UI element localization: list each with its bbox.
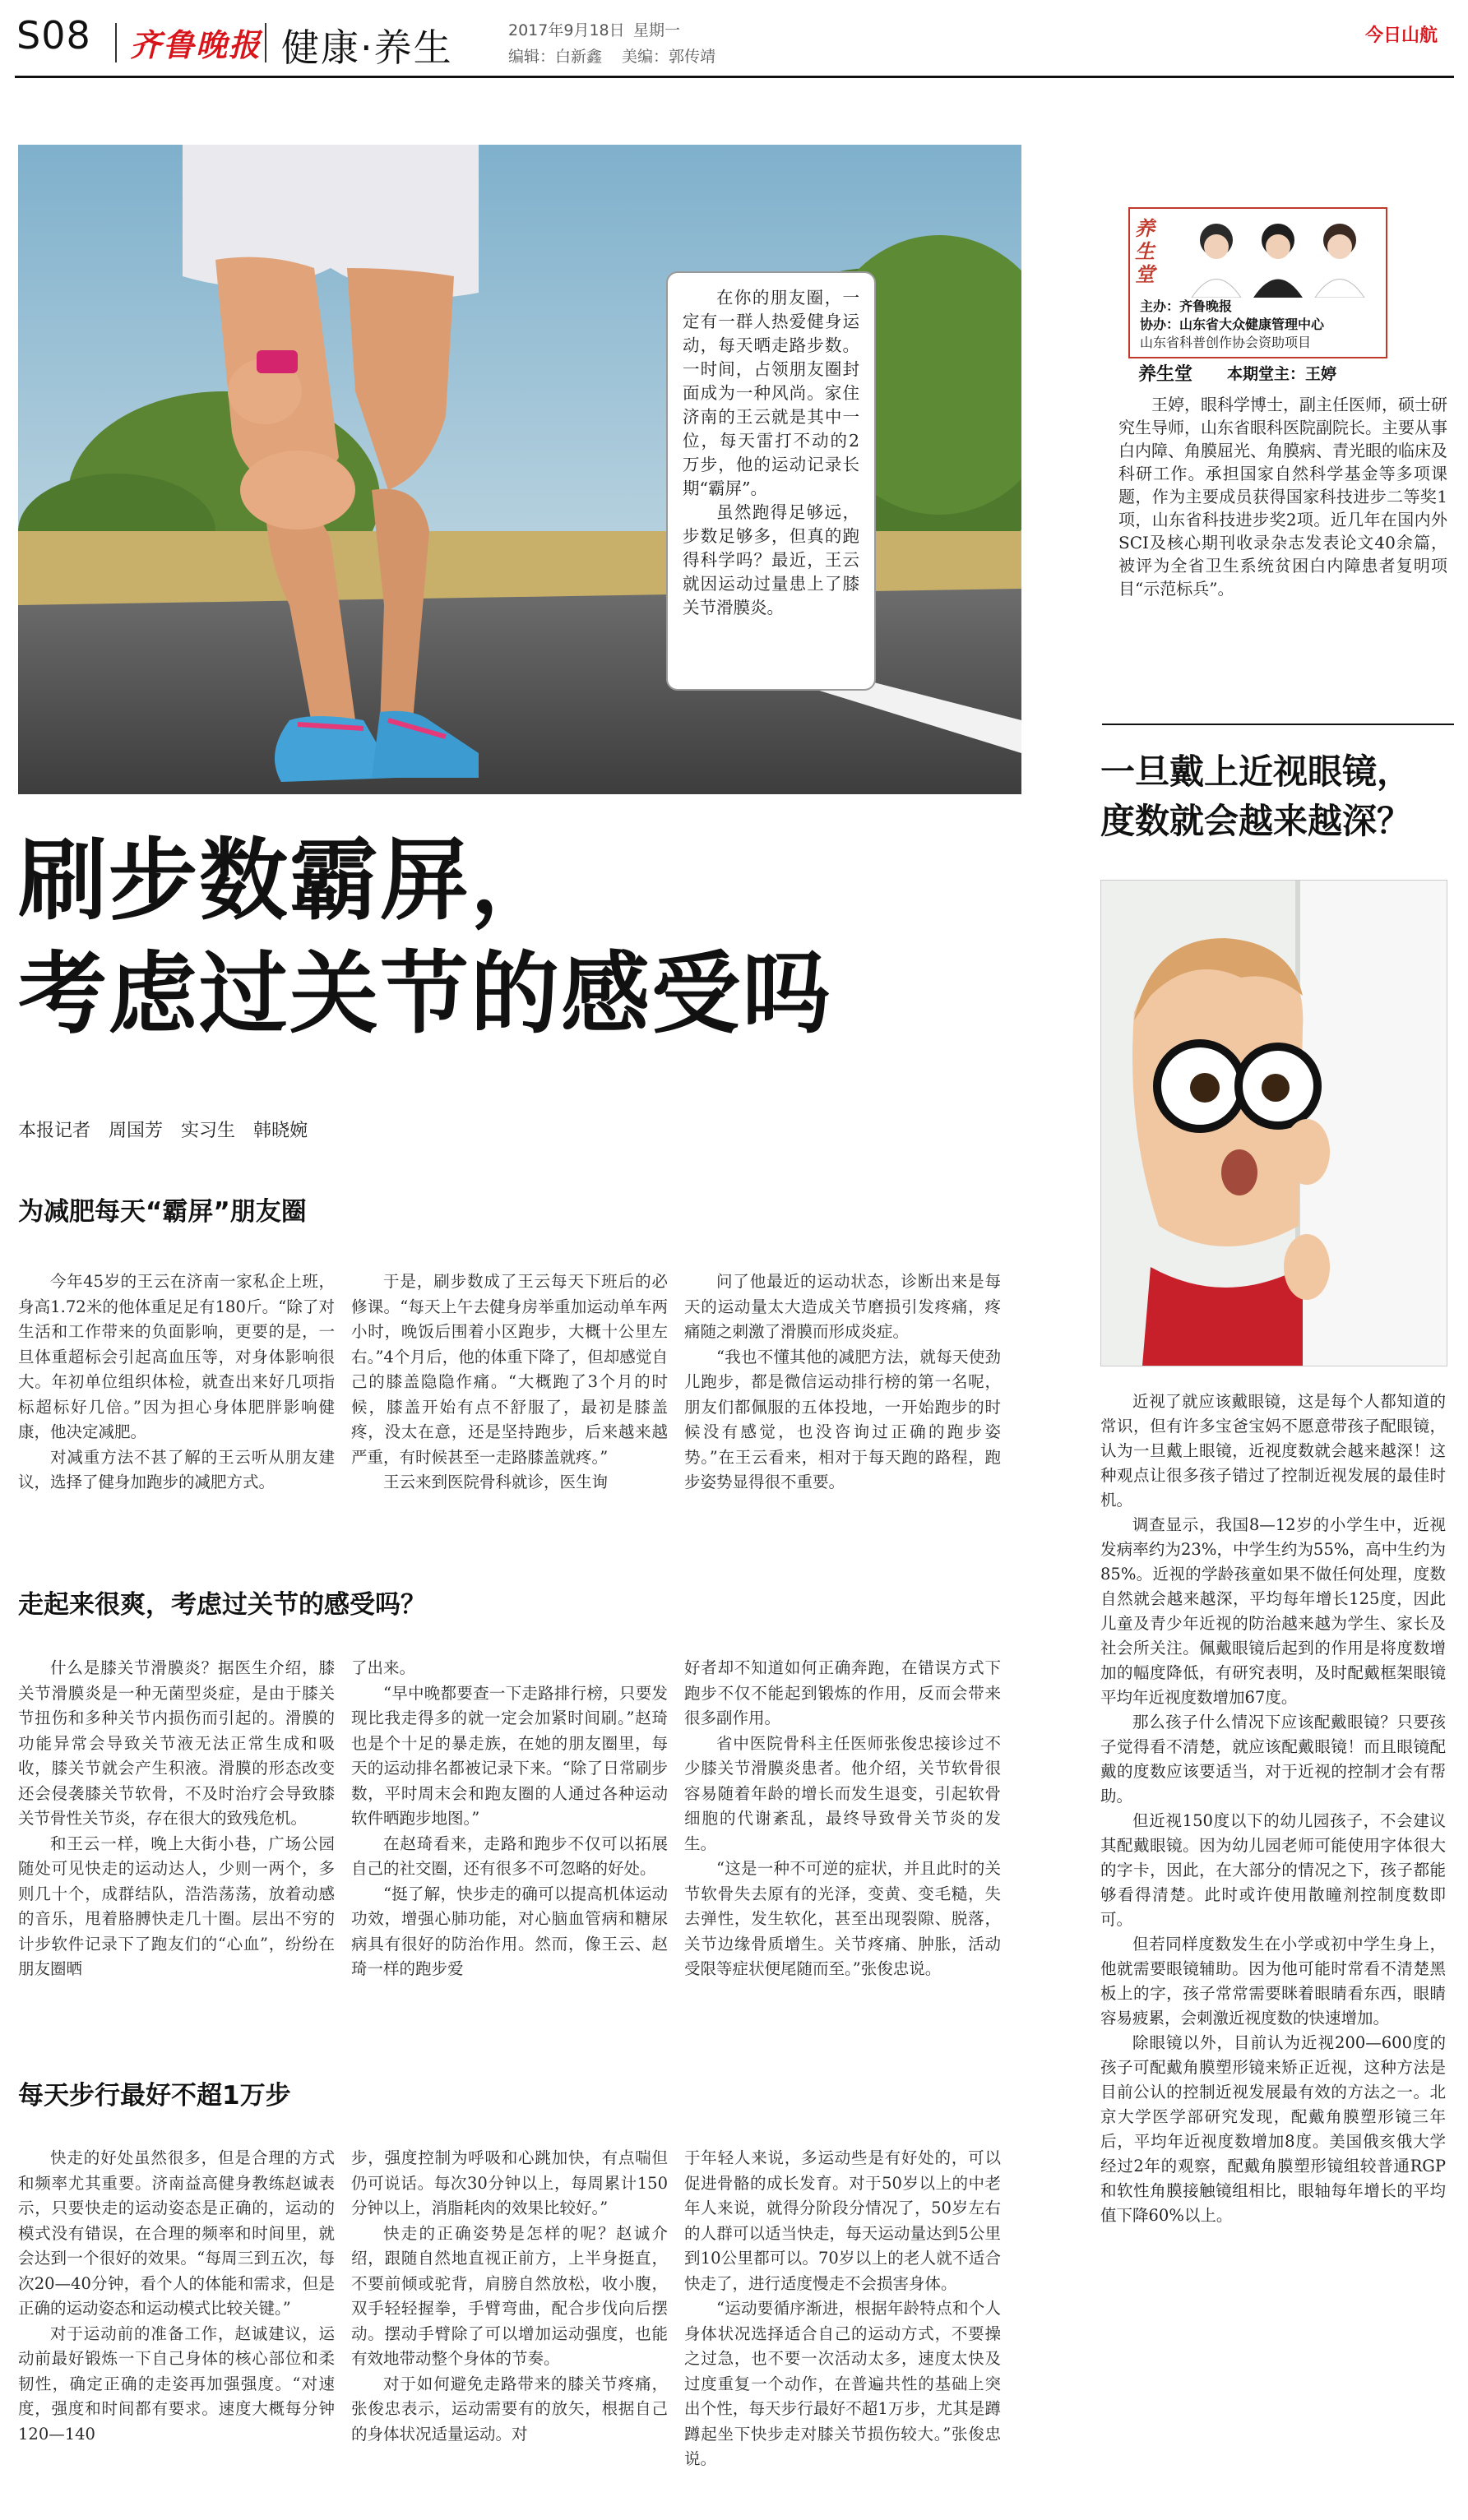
paragraph: “运动要循序渐进，根据年龄特点和个人身体状况选择适合自己的运动方式，不要操之过急，也不要一次活动太多，速度太快及过度重复一个动作，在普遍共性的基础上突出个性，每天步行最好不超1万步，尤其是蹲蹲起坐下快步走对膝关节损伤较大。”张俊忠说。 xyxy=(684,2299,1001,2468)
column-logo: 养生堂 xyxy=(1135,216,1155,286)
paragraph: 问了他最近的运动状态，诊断出来是每天的运动量太大造成关节磨损引发疼痛，疼痛随之刺激了滑膜而形成炎症。 xyxy=(684,1272,1001,1341)
paragraph: 什么是膝关节滑膜炎？据医生介绍，膝关节滑膜炎是一种无菌型炎症，是由于膝关节扭伤和多种关节内损伤而引起的。滑膜的功能异常会导致关节液无法正常生成和吸收，膝关节就会产生积液。滑膜的形态改变还会侵袭膝关节软骨，不及时治疗会导致膝关节骨性关节炎，存在很大的致残危机。 xyxy=(18,1658,335,1828)
paper-logo: 齐鲁晚报 xyxy=(130,26,262,63)
sidebar-title-line-2: 度数就会越来越深？ xyxy=(1100,801,1412,841)
co-host-line: 协办：山东省大众健康管理中心 xyxy=(1140,317,1325,332)
paragraph: 快走的好处虽然很多，但是合理的方式和频率尤其重要。济南益高健身教练赵诚表示，只要快走的运动姿态是正确的，运动的模式没有错误，在合理的频率和时间里，就会达到一个很好的效果。“每周三到五次，每次20—40分钟，看个人的体能和需求，但是正确的运动姿态和运动模式比较关键。” xyxy=(18,2148,335,2318)
paragraph: “挺了解，快步走的确可以提高机体运动功效，增强心肺功能，对心脑血管病和糖尿病具有很好的防治作用。然而，像王云、赵琦一样的跑步爱 xyxy=(351,1884,668,1978)
intro-para-1: 在你的朋友圈，一定有一群人热爱健身运动，每天晒走路步数。一时间，占领朋友圈封面成为一种风尚。家住济南的王云就是其中一位，每天雷打不动的2万步，他的运动记录长期“霸屏”。 xyxy=(683,288,859,498)
subheading-1: 为减肥每天“霸屏”朋友圈 xyxy=(18,1197,307,1227)
column-header-box xyxy=(1128,207,1387,358)
paragraph: “我也不懂其他的减肥方法，就每天使劲儿跑步，都是微信运动排行榜的第一名呢，朋友们都佩服的五体投地，一开始跑步的时候没有感觉，也没咨询过正确的跑步姿势。”在王云看来，相对于每天跑的路程，跑步姿势显得很不重要。 xyxy=(684,1347,1001,1491)
headline-line-2: 考虑过关节的感受吗 xyxy=(18,943,833,1046)
section1-col3 xyxy=(684,1269,1001,1496)
paragraph: 好者却不知道如何正确奔跑，在错误方式下跑步不仅不能起到锻炼的作用，反而会带来很多副作用。 xyxy=(684,1658,1001,1727)
paragraph: 除眼镜以外，目前认为近视200—600度的孩子可配戴角膜塑形镜来矫正近视，这种方法是目前公认的控制近视发展最有效的方法之一。北京大学医学部研究发现，配戴角膜塑形镜三年后，平均年近视度数增加8度。美国俄亥俄大学经过2年的观察，配戴角膜塑形镜组较普通RGP和软性角膜接触镜组相比，眼轴每年增长的平均值下降60%以上。 xyxy=(1100,2033,1446,2225)
guest-bio: 王婷，眼科学博士，副主任医师，硕士研究生导师，山东省眼科医院副院长。主要从事白内障、角膜屈光、角膜病、青光眼的临床及科研工作。承担国家自然科学基金等多项课题，作为主要成员获得国家科技进步二等奖1项，山东省科技进步奖2项。近几年在国内外SCI及核心期刊收录杂志发表论文40余篇，被评为全省卫生系统贫困白内障患者复明项目“示范标兵”。 xyxy=(1118,395,1447,599)
section2-col1 xyxy=(18,1656,335,1982)
paragraph: 对于如何避免走路带来的膝关节疼痛，张俊忠表示，运动需要有的放矢，根据自己的身体状况适量运动。对 xyxy=(351,2374,668,2444)
section3-col1 xyxy=(18,2146,335,2447)
paragraph: 快走的正确姿势是怎样的呢？赵诚介绍，跟随自然地直视正前方，上半身挺直，不要前倾或驼背，肩膀自然放松，收小腹，双手轻轻握拳，手臂弯曲，配合步伐向后摆动。摆动手臂除了可以增加运动强度，也能有效地带动整个身体的节奏。 xyxy=(351,2223,668,2368)
paragraph: 于年轻人来说，多运动些是有好处的，可以促进骨骼的成长发育。对于50岁以上的中老年人来说，就得分阶段分情况了，50岁左右的人群可以适当快走，每天运动量达到5公里到10公里都可以。70岁以上的老人就不适合快走了，进行适度慢走不会损害身体。 xyxy=(684,2148,1001,2293)
column-name: 养生堂 xyxy=(1138,364,1193,385)
host-line: 主办：齐鲁晚报 xyxy=(1140,298,1233,314)
editor-credit: 编辑：白新鑫 xyxy=(508,48,603,66)
paragraph: 于是，刷步数成了王云每天下班后的必修课。“每天上午去健身房举重加运动单车两小时，晚饭后围着小区跑步，大概十公里左右。”4个月后，他的体重下降了，但却感觉自己的膝盖隐隐作痛。“大概跑了3个月的时候，膝盖开始有点不舒服了，最初是膝盖疼，没太在意，还是坚持跑步，后来越来越严重，有时候甚至一走路膝盖就疼。” xyxy=(351,1272,668,1467)
paragraph: 步，强度控制为呼吸和心跳加快，有点喘但仍可说话。每次30分钟以上，每周累计150分钟以上，消脂耗肉的效果比较好。” xyxy=(351,2148,668,2217)
headline-line-1: 刷步数霸屏， xyxy=(18,830,562,932)
section2-col3 xyxy=(684,1656,1001,1982)
section1-col1 xyxy=(18,1269,335,1496)
section3-col3 xyxy=(684,2146,1001,2472)
sidebar-title-line-1: 一旦戴上近视眼镜， xyxy=(1100,751,1412,792)
designer-credit: 美编：郭传靖 xyxy=(622,48,716,66)
sidebar-rule xyxy=(1102,724,1454,725)
page-number: S08 xyxy=(16,13,91,58)
paragraph: 调查显示，我国8—12岁的小学生中，近视发病率约为23%，中学生约为55%，高中生约为85%。近视的学龄孩童如果不做任何处理，度数自然就会越来越深，平均每年增长125度，因此儿童及青少年近视的防治越来越为学生、家长及社会所关注。佩戴眼镜后起到的作用是将度数增加的幅度降低，有研究表明，及时配戴框架眼镜平均年近视度数增加67度。 xyxy=(1100,1515,1446,1707)
masthead-rule xyxy=(15,76,1454,78)
sidebar-article xyxy=(1100,1389,1446,2228)
fund-line: 山东省科普创作协会资助项目 xyxy=(1140,335,1312,350)
paragraph: “这是一种不可逆的症状，并且此时的关节软骨失去原有的光泽，变黄、变毛糙，失去弹性，发生软化，甚至出现裂隙、脱落，关节边缘骨质增生。关节疼痛、肿胀，活动受限等症状便尾随而至。”张俊忠说。 xyxy=(684,1859,1001,1978)
section1-col2 xyxy=(351,1269,668,1496)
intro-para-2: 虽然跑得足够远，步数足够多，但真的跑得科学吗？最近，王云就因运动过量患上了膝关节滑膜炎。 xyxy=(683,502,859,617)
paragraph: “早中晚都要查一下走路排行榜，只要发现比我走得多的就一定会加紧时间刷。”赵琦也是个十足的暴走族，在她的朋友圈里，每天的运动排名都被记录下来。“除了日常刷步数，平时周末会和跑友圈的人通过各种运动软件晒跑步地图。” xyxy=(351,1683,668,1828)
paragraph: 在赵琦看来，走路和跑步不仅可以拓展自己的社交圈，还有很多不可忽略的好处。 xyxy=(351,1833,668,1878)
paragraph: 但若同样度数发生在小学或初中学生身上，他就需要眼镜辅助。因为他可能时常看不清楚黑板上的字，孩子常常需要眯着眼睛看东西，眼睛容易疲累，会刺激近视度数的快速增加。 xyxy=(1100,1935,1446,2028)
masthead-divider-2 xyxy=(265,23,266,62)
paragraph: 省中医院骨科主任医师张俊忠接诊过不少膝关节滑膜炎患者。他介绍，关节软骨很容易随着年龄的增长而发生退变，引起软骨细胞的代谢紊乱，最终导致骨关节炎的发生。 xyxy=(684,1733,1001,1853)
subheading-2: 走起来很爽，考虑过关节的感受吗？ xyxy=(18,1590,426,1620)
masthead-divider xyxy=(115,23,117,62)
doctor-portraits xyxy=(1179,215,1381,298)
paragraph: 近视了就应该戴眼镜，这是每个人都知道的常识，但有许多宝爸宝妈不愿意带孩子配眼镜，认为一旦戴上眼镜，近视度数就会越来越深！这种观点让很多孩子错过了控制近视发展的最佳时机。 xyxy=(1100,1392,1446,1510)
paragraph: 了出来。 xyxy=(351,1658,416,1677)
intro-box xyxy=(666,271,876,691)
issue-date: 2017年9月18日 xyxy=(508,21,625,39)
paragraph: 王云来到医院骨科就诊，医生询 xyxy=(383,1473,609,1491)
child-glasses-photo xyxy=(1100,880,1447,1366)
paragraph: 对于运动前的准备工作，赵诚建议，运动前最好锻炼一下自己身体的核心部位和柔韧性，确定正确的走姿再加强强度。“对速度，强度和时间都有要求。速度大概每分钟120—140 xyxy=(18,2323,335,2444)
subheading-3: 每天步行最好不超1万步 xyxy=(18,2081,291,2111)
paragraph: 那么孩子什么情况下应该配戴眼镜？只要孩子觉得看不清楚，就应该配戴眼镜！而且眼镜配戴的度数应该要适当，对于近视的控制才会有帮助。 xyxy=(1100,1713,1446,1806)
paragraph: 今年45岁的王云在济南一家私企上班，身高1.72米的他体重足足有180斤。“除了对生活和工作带来的负面影响，更要的是，一旦体重超标会引起高血压等，对身体影响很大。年初单位组织体检，就查出来好几项指标超标好几倍。”因为担心身体肥胖影响健康，他决定减肥。 xyxy=(18,1272,335,1441)
paragraph: 和王云一样，晚上大街小巷，广场公园随处可见快走的运动达人，少则一两个，多则几十个，成群结队，浩浩荡荡，放着动感的音乐，甩着胳膊快走几十圈。层出不穷的计步软件记录下了跑友们的“心血”，纷纷在朋友圈晒 xyxy=(18,1833,335,1978)
child-illustration xyxy=(1101,881,1447,1366)
section3-col2 xyxy=(351,2146,668,2447)
byline: 本报记者 周国芳 实习生 韩晓婉 xyxy=(18,1121,308,1141)
paragraph: 但近视150度以下的幼儿园孩子，不会建议其配戴眼镜。因为幼儿园老师可能使用字体很大的字卡，因此，在大部分的情况之下，孩子都能够看得清楚。此时或许使用散瞳剂控制度数即可。 xyxy=(1100,1811,1446,1929)
section2-col2 xyxy=(351,1656,668,1982)
guest-host: 本期堂主：王婷 xyxy=(1227,365,1337,383)
section-title: 健康·养生 xyxy=(281,25,453,70)
paragraph: 对减重方法不甚了解的王云听从朋友建议，选择了健身加跑步的减肥方式。 xyxy=(18,1447,335,1491)
issue-weekday: 星期一 xyxy=(633,21,681,39)
edition-label: 今日山航 xyxy=(1365,25,1438,46)
